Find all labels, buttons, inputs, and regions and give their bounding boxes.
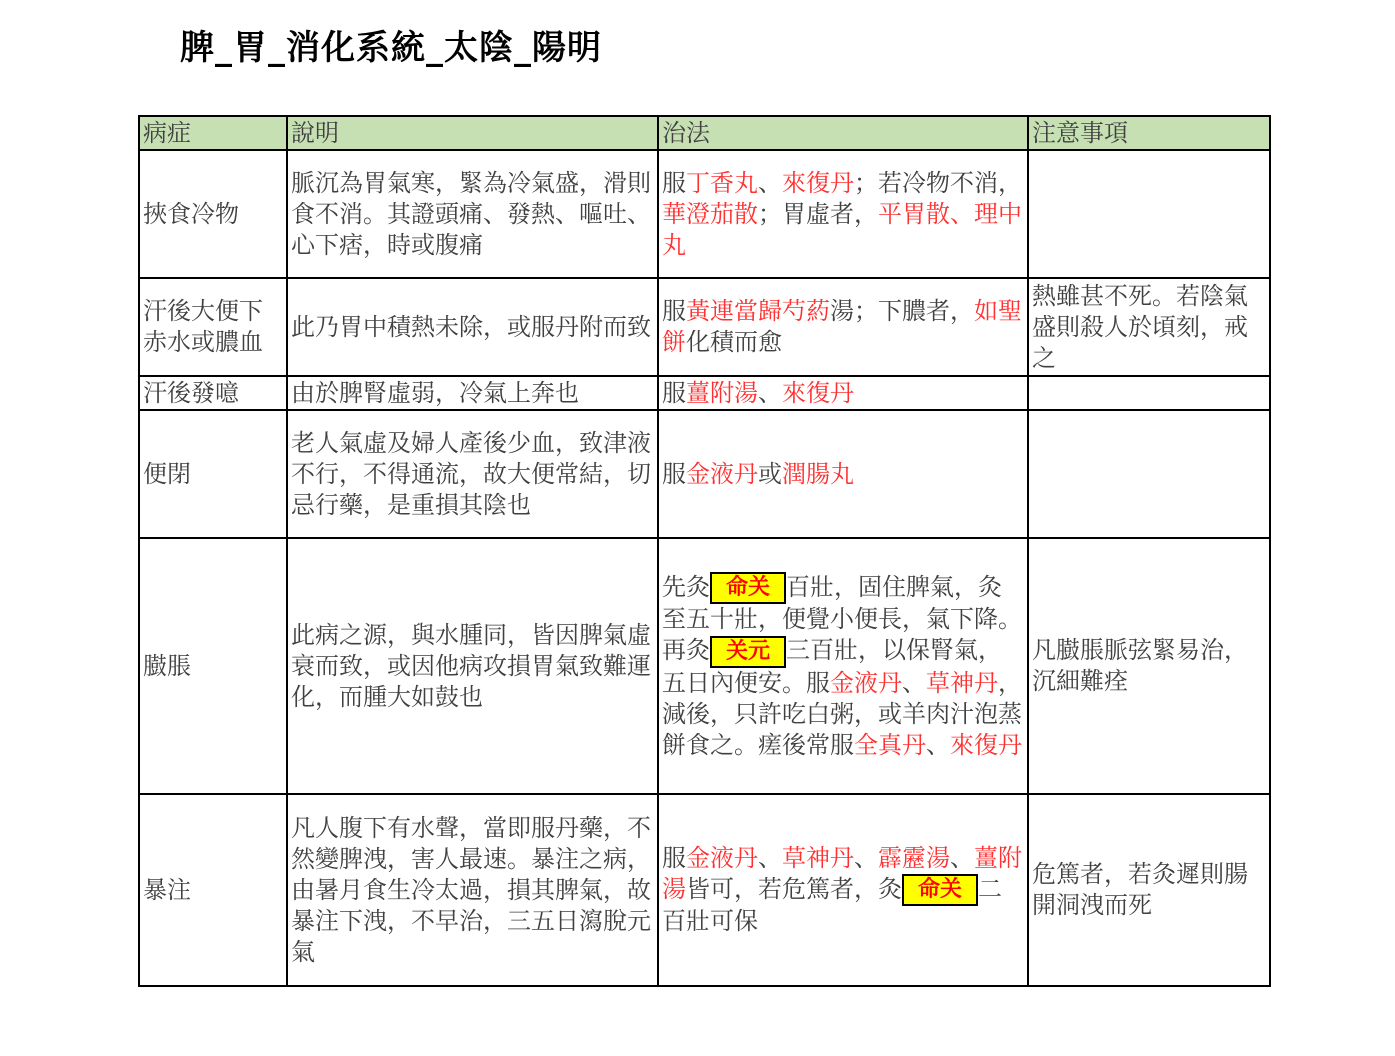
treatment-text: 、	[950, 843, 974, 872]
treatment-text: 皆可，若危篤者，灸	[686, 874, 902, 903]
notes-cell	[1028, 410, 1270, 538]
remedy-name: 金液丹	[830, 668, 902, 697]
treatment-text: 服	[662, 168, 686, 197]
remedy-name: 潤腸丸	[782, 459, 854, 488]
treatment-text: 、	[926, 730, 950, 759]
notes-cell: 凡臌脹脈弦緊易治，沉細難痊	[1028, 538, 1270, 794]
remedy-name: 來復丹	[782, 168, 854, 197]
treatment-text: 百壯，固住脾氣，灸至五十壯，便覺小便長，氣下降。再灸	[662, 572, 1022, 664]
treatment-text: 服	[662, 297, 686, 325]
table-row	[139, 376, 1270, 410]
treatment-text: 、	[902, 668, 926, 697]
explanation-cell: 凡人腹下有水聲，當即服丹藥，不然變脾洩，害人最速。暴注之病，由暑月食生冷太過，損其脾氣，故暴注下洩，不早治，三五日瀉脫元氣	[287, 794, 658, 986]
treatment-text: 三百壯，以保腎氣，五日內便安。服	[662, 636, 1003, 697]
explanation-cell: 此病之源，與水腫同，皆因脾氣虛衰而致，或因他病攻損胃氣致難運化，而腫大如鼓也	[287, 538, 658, 794]
notes-cell	[1028, 376, 1270, 410]
explanation-cell: 老人氣虛及婦人產後少血，致津液不行，不得通流，故大便常結，切忌行藥，是重損其陰也	[287, 410, 658, 538]
acupoint-badge: 命关	[710, 572, 786, 604]
remedy-name: 來復丹	[950, 730, 1022, 759]
remedy-name: 薑附湯	[686, 378, 758, 407]
remedy-name: 金液丹	[686, 459, 758, 488]
treatment-text: 或	[758, 459, 782, 488]
treatment-cell	[658, 278, 1028, 376]
treatment-text: 二百壯可保	[662, 874, 1003, 936]
header-explanation: 說明	[287, 116, 658, 150]
treatment-text: ；胃虛者，	[758, 199, 878, 228]
disease-cell: 暴注	[139, 794, 287, 986]
treatment-cell	[658, 376, 1028, 410]
acupoint-badge: 关元	[710, 636, 786, 668]
table-row	[139, 538, 1270, 794]
explanation-cell: 此乃胃中積熱未除，或服丹附而致	[287, 278, 658, 376]
treatment-cell	[658, 538, 1028, 794]
table-header-row	[139, 116, 1270, 150]
remedy-name: 來復丹	[782, 378, 854, 407]
table-row	[139, 410, 1270, 538]
header-notes: 注意事項	[1028, 116, 1270, 150]
page-title: 脾_胃_消化系統_太陰_陽明	[180, 28, 602, 68]
disease-cell: 臌脹	[139, 538, 287, 794]
header-disease: 病症	[139, 116, 287, 150]
treatment-cell	[658, 150, 1028, 278]
treatment-text: 、	[758, 378, 782, 407]
notes-cell: 熱雖甚不死。若陰氣盛則殺人於頃刻，戒之	[1028, 278, 1270, 376]
remedy-name: 草神丹	[926, 668, 998, 697]
disease-cell: 汗後大便下赤水或膿血	[139, 278, 287, 376]
treatment-table	[138, 115, 1271, 987]
remedy-name: 平胃散、理中丸	[662, 199, 1022, 259]
explanation-cell: 由於脾腎虛弱，冷氣上奔也	[287, 376, 658, 410]
treatment-text: 先灸	[662, 572, 710, 601]
remedy-name: 金液丹	[686, 843, 758, 872]
treatment-cell	[658, 410, 1028, 538]
remedy-name: 霹靂湯	[878, 843, 950, 872]
treatment-text: 湯；下膿者，	[830, 297, 974, 325]
notes-cell: 危篤者，若灸遲則腸開洞洩而死	[1028, 794, 1270, 986]
explanation-cell: 脈沉為胃氣寒，緊為冷氣盛，滑則食不消。其證頭痛、發熱、嘔吐、心下痞，時或腹痛	[287, 150, 658, 278]
treatment-text: ；若冷物不消，	[854, 168, 1022, 197]
table-row	[139, 150, 1270, 278]
treatment-text: 、	[758, 843, 782, 872]
acupoint-badge: 命关	[902, 874, 978, 906]
treatment-text: ，減後，只許吃白粥，或羊肉汁泡蒸餅食之。瘥後常服	[662, 668, 1022, 759]
treatment-text: 服	[662, 843, 686, 872]
remedy-name: 全真丹	[854, 730, 926, 759]
remedy-name: 丁香丸	[686, 168, 758, 197]
table-row	[139, 794, 1270, 986]
treatment-text: 、	[854, 843, 878, 872]
treatment-text: 服	[662, 378, 686, 407]
remedy-name: 如聖餅	[662, 297, 1022, 356]
remedy-name: 黃連當歸芍葯	[686, 297, 830, 325]
notes-cell	[1028, 150, 1270, 278]
treatment-text: 服	[662, 459, 686, 488]
treatment-text: 化積而愈	[686, 328, 782, 356]
remedy-name: 華澄茄散	[662, 199, 758, 228]
remedy-name: 薑附湯	[662, 843, 1022, 903]
table-row	[139, 278, 1270, 376]
treatment-text: 、	[758, 168, 782, 197]
disease-cell: 挾食冷物	[139, 150, 287, 278]
treatment-cell	[658, 794, 1028, 986]
disease-cell: 便閉	[139, 410, 287, 538]
header-treatment: 治法	[658, 116, 1028, 150]
remedy-name: 草神丹	[782, 843, 854, 872]
disease-cell: 汗後發噫	[139, 376, 287, 410]
